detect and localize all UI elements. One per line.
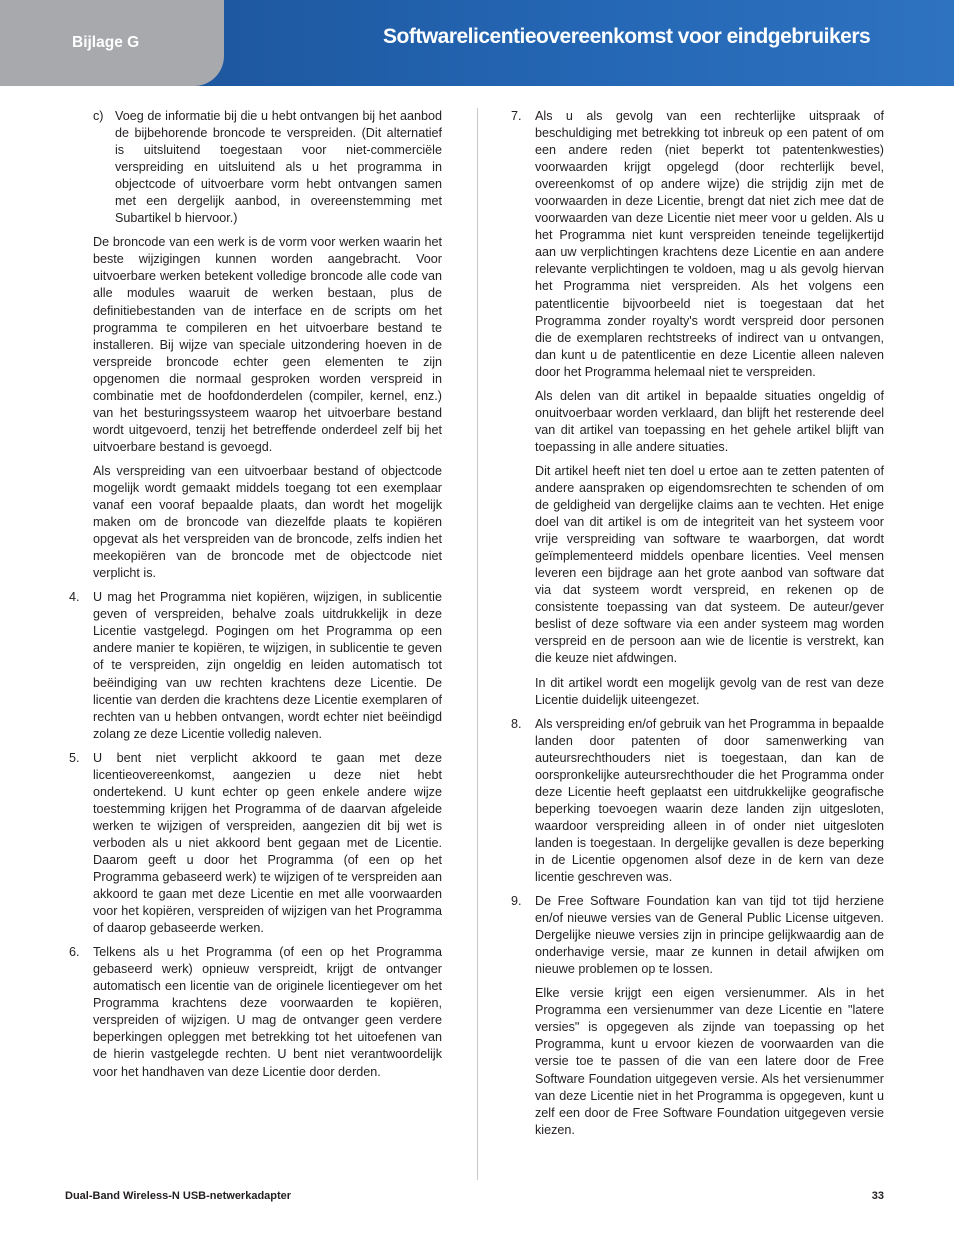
list-item-c [65, 108, 442, 227]
list-item-5 [65, 750, 442, 938]
paragraph-object-code [65, 463, 442, 582]
appendix-label: Bijlage G [72, 34, 140, 51]
column-divider [477, 108, 478, 1180]
list-item-8 [507, 716, 884, 886]
list-item-number: 6. [69, 945, 80, 960]
list-item-7 [507, 108, 884, 381]
list-item-number: 7. [511, 109, 522, 123]
paragraph-source-code [65, 234, 442, 456]
page-title: Softwarelicentieovereenkomst voor eindgebruikers [383, 25, 871, 48]
list-item-text: U mag het Programma niet kopiëren, wijzigen, in sublicentie geven of verspreiden, behalve zoals uitdrukkelijk in deze Licentie vastgelegd. Pogingen om het Programma op een andere manier te kopiëren, te wijzigen, in sublicentie te geven of te verspreiden, zijn ongeldig en leiden automatisch tot beëindiging van uw rechten krachtens deze Licentie. De licentie van derden die krachtens deze Licentie exemplaren of rechten van u hebben ontvangen, wordt echter niet beëindigd zolang ze deze Licentie volledig naleven. [93, 590, 442, 741]
paragraph-9a [507, 985, 884, 1138]
paragraph-text: In dit artikel wordt een mogelijk gevolg van de rest van deze Licentie duidelijk uiteengezet. [535, 675, 884, 707]
paragraph-text: Elke versie krijgt een eigen versienummer. Als in het Programma een versienummer van deze Licentie en "latere versies" is opgegeven als zijnde van toepassing op het Programma, kunt u ervoor kiezen de voorwaarden van die versie toe te passen of die van een latere door de Free Software Foundation uitgegeven versie. Als het versienummer van deze Licentie niet in het Programma is opgegeven, kunt u zelf een door de Free Software Foundation uitgegeven versie kiezen. [535, 986, 884, 1137]
paragraph-text: Als delen van dit artikel in bepaalde situaties ongeldig of onuitvoerbaar worden verklaard, dan blijft het resterende deel van dit artikel van toepassing en het gehele artikel blijft van toepassing in alle andere situaties. [535, 388, 884, 454]
list-item-number: c) [93, 109, 104, 123]
paragraph-7b [507, 463, 884, 668]
list-item-number: 5. [69, 750, 80, 765]
right-column [507, 108, 884, 1146]
list-item-text: Als u als gevolg van een rechterlijke uitspraak of beschuldiging met betrekking tot inbreuk op een patent of om een andere reden (niet beperkt tot patentenkwesties) voorwaarden krijgt opgelegd (door rechterlijk bevel, overeenkomst of op andere wijze) die strijdig zijn met de voorwaarden in deze Licentie, brengt dat niet zich mee dat de voorwaarden van deze Licentie niet meer voor u gelden. Als u het Programma niet kunt verspreiden teneinde tegelijkertijd aan uw verplichtingen krachtens deze Licentie en aan andere relevante verplichtingen te voldoen, mag u als gevolg hiervan het Programma niet verspreiden. Als het volgens een patentlicentie bijvoorbeeld niet is toegestaan dat het Programma zonder royalty's wordt verspreid door personen die de exemplaren rechtstreeks of indirect van u ontvangen, dan kunt u de patentlicentie en deze Licentie alleen naleven door het Programma helemaal niet te verspreiden. [535, 109, 884, 379]
list-item-text: U bent niet verplicht akkoord te gaan met deze licentieovereenkomst, aangezien u deze niet hebt ondertekend. U kunt echter op geen enkele andere wijze toestemming krijgen het Programma of de daarvan afgeleide werken te wijzigen of verspreiden, aangezien dit bij wet is verboden als u niet akkoord bent gegaan met de Licentie. Daarom geeft u door het Programma (of een op het Programma gebaseerd werk) te wijzigen of te verspreiden aan akkoord te gaan met deze Licentie en met alle voorwaarden voor het kopiëren, verspreiden of wijzigen van het Programma of daarop gebaseerde werken. [93, 750, 442, 936]
left-column [65, 108, 442, 1088]
list-item-number: 8. [511, 716, 522, 731]
list-item-text: Telkens als u het Programma (of een op het Programma gebaseerd werk) opnieuw verspreidt, krijgt de ontvanger automatisch een licentie van de originele licentiegever om het Programma krachtens deze voorwaarden te kopiëren, verspreiden of wijzigen. U mag de ontvanger geen verdere beperkingen opleggen met betrekking tot het uitoefenen van de hierin vastgelegde rechten. U bent niet verantwoordelijk voor het handhaven van deze Licentie door derden. [93, 945, 442, 1079]
page-number: 33 [871, 1190, 884, 1202]
paragraph-text: Dit artikel heeft niet ten doel u ertoe aan te zetten patenten of andere aanspraken op eigendomsrechten te schenden of om de geldigheid van dergelijke claims aan te vechten. Het enige doel van dit artikel is om de integriteit van het systeem voor vrije verspreiding van software te waarborgen, dat wordt geïmplementeerd middels openbare licenties. Veel mensen leveren een bijdrage aan het grote aanbod van software dat via dat systeem wordt verspreid, en rekenen op de consistente toepassing van dat systeem. De auteur/gever beslist of deze software via een ander systeem mag worden verspreid en de persoon aan wie de licentie is verstrekt, kan die keuze niet afdwingen. [535, 463, 884, 666]
list-item-text: De Free Software Foundation kan van tijd tot tijd herziene en/of nieuwe versies van de General Public License uitgeven. Dergelijke nieuwe versies zijn in principe gelijkwaardig aan de onderhavige versie, maar ze kunnen in detail afwijken om nieuwe problemen op te lossen. [535, 894, 884, 977]
list-item-number: 9. [511, 894, 522, 909]
paragraph-7a [507, 388, 884, 456]
list-item-text: Voeg de informatie bij die u hebt ontvangen bij het aanbod de bijbehorende broncode te verspreiden. (Dit alternatief is uitsluitend toegestaan voor niet-commerciële verspreiding en uitsluitend als u het programma in objectcode of uitvoerbare vorm hebt ontvangen samen met een dergelijk aanbod, in overeenstemming met Subartikel b hiervoor.) [115, 109, 442, 226]
list-item-text: Als verspreiding en/of gebruik van het Programma in bepaalde landen door patenten of door samenwerking van auteursrechthouders niet is toegestaan, dan kan de oorspronkelijke auteursrechthouder die het Programma onder deze Licentie heeft geplaatst een uitdrukkelijke geografische beperking toevoegen waarin deze landen zijn uitgesloten, waardoor verspreiding alleen in of onder niet uitgesloten landen is toegestaan. In dergelijke gevallen is deze beperking in de Licentie opgenomen alsof deze in de kern van deze licentie geschreven was. [535, 716, 884, 885]
paragraph-text: De broncode van een werk is de vorm voor werken waarin het beste wijzigingen kunnen worden aangebracht. Voor uitvoerbare werken betekent volledige broncode alle code van alle modules waaruit de werken bestaan, plus de definitiebestanden van de interface en de scripts om het programma te compileren en het uitvoerbare bestand te installeren. Bij wijze van speciale uitzondering hoeven in de verspreide broncode echter geen elementen te zijn opgenomen die normaal gesproken worden verspreid in combinatie met de hoofdonderdelen (compiler, kernel, enz.) van het besturingssysteem waarop het uitvoerbare bestand wordt uitgevoerd, tenzij het betreffende onderdeel zelf bij het uitvoerbare bestand is gevoegd. [93, 235, 442, 454]
list-item-9 [507, 893, 884, 978]
list-item-4 [65, 589, 442, 742]
paragraph-7c [507, 675, 884, 709]
list-item-6 [65, 944, 442, 1080]
list-item-number: 4. [69, 590, 80, 605]
paragraph-text: Als verspreiding van een uitvoerbaar bestand of objectcode mogelijk wordt gemaakt middels toegang tot een exemplaar vanaf een vooraf bepaalde plaats, dan wordt het mogelijk maken om de broncode van diezelfde plaats te kopiëren opgevat als het verspreiden van de broncode, zelfs indien het meekopiëren van de broncode met de objectcode niet verplicht is. [93, 463, 442, 581]
footer-product-name: Dual-Band Wireless-N USB-netwerkadapter [65, 1190, 292, 1202]
